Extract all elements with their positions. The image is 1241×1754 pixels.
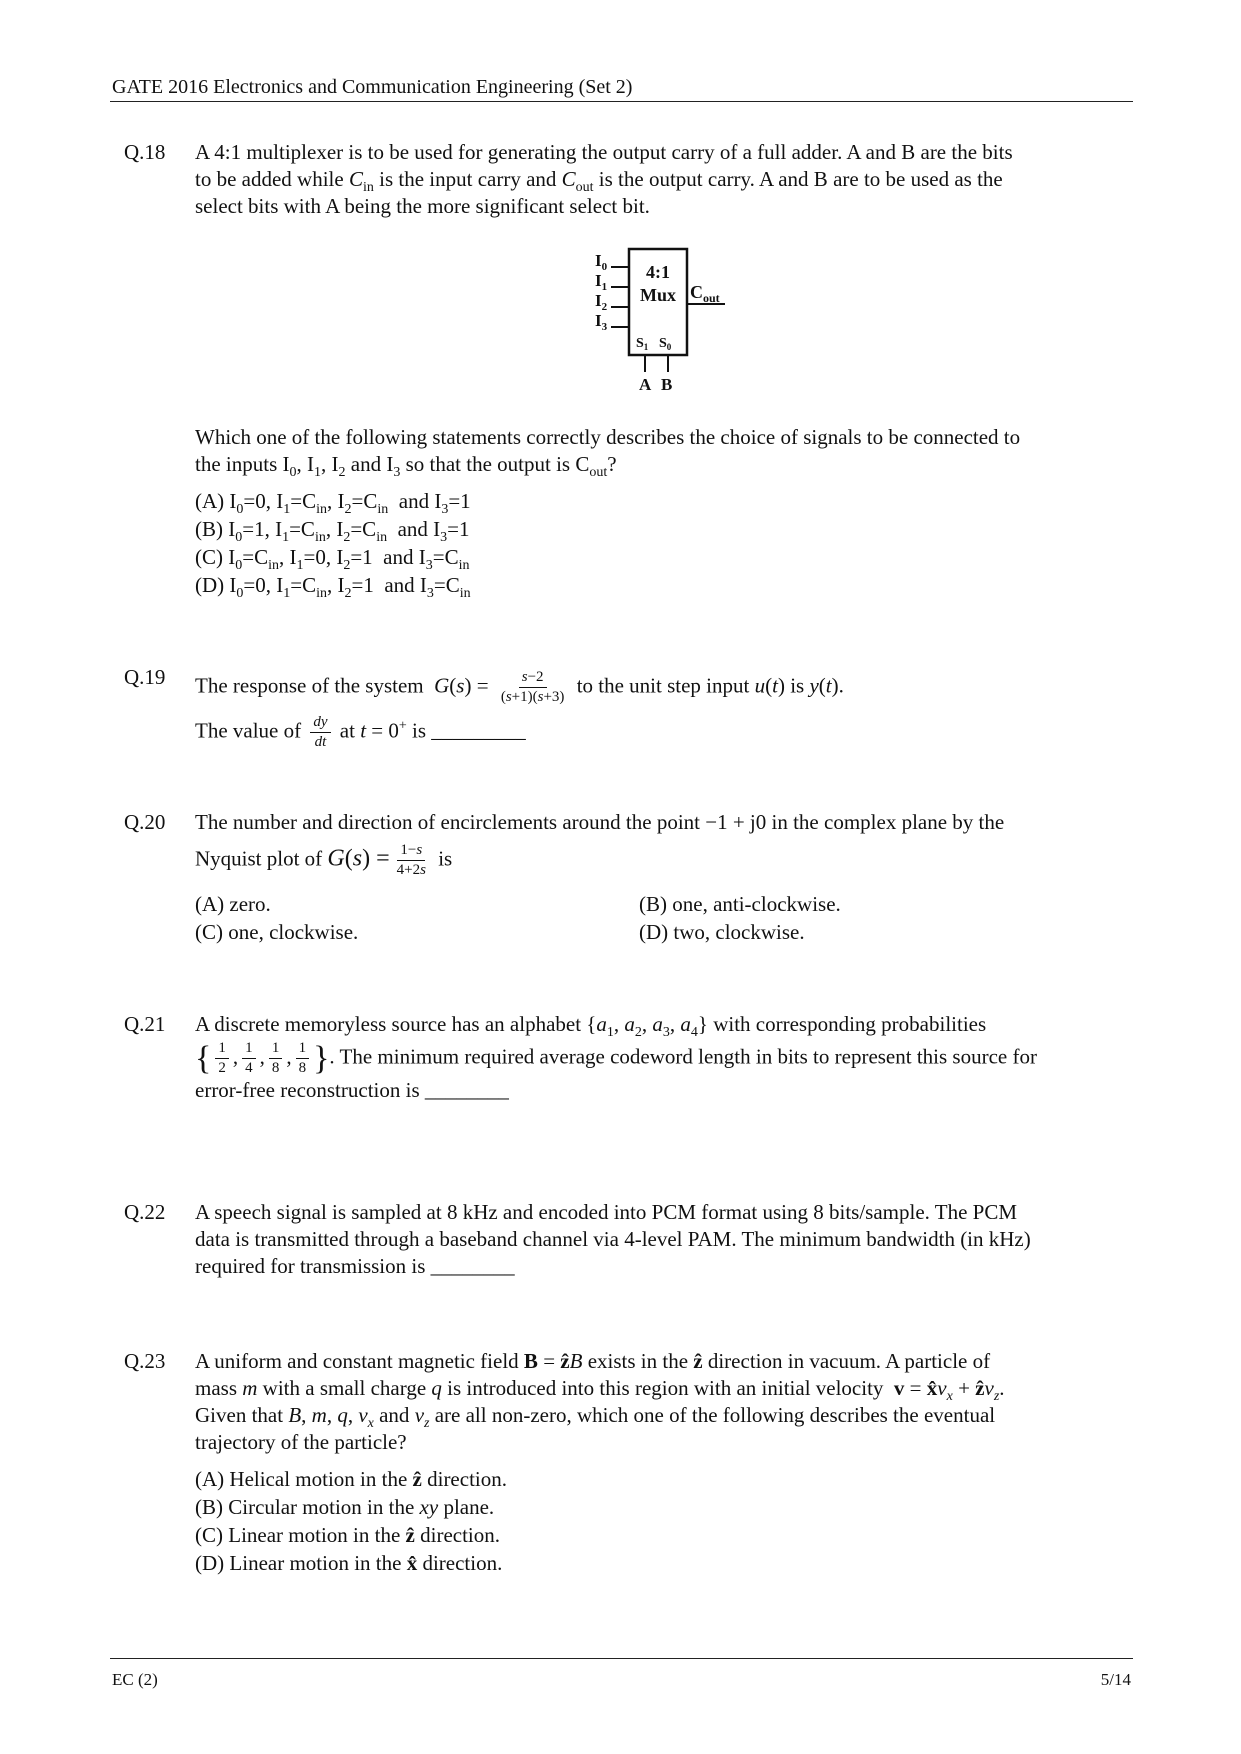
stem-line: A uniform and constant magnetic field B = ẑB exists in the ẑ direction in vacuum. A particle of [195,1349,991,1373]
stem-text: The value of [195,718,307,743]
stem-line: Nyquist plot of G(s) = $\frac{1-s}{4+2s}$ is [195,842,453,878]
mux-subtitle: Mux [640,285,676,305]
question-body [195,1199,1120,1280]
stem-line: A discrete memoryless source has an alphabet {$a_1$, $a_2$, $a_3$, $a_4$} with corresponding probabilities [195,1012,987,1041]
mux-select-input-b: B [661,375,673,394]
stem-text: at [334,718,361,743]
stem-text: The response of the system [195,673,429,698]
question-body [195,1011,1120,1104]
footer-left-label: EC (2) [112,1670,158,1689]
stem-line: The number and direction of encirclements around the point −1 + j0 in the complex plane by the [195,810,1005,834]
stem-line: The response of the system G(s) = $\frac{s-2}{(s+1)(s+3)}$ to the unit step input u(t) is y(t). [195,669,844,705]
option-b: (B) $I_0=1$, $I_1=C_{in}$, $I_2=C_{in}$ and $I_3=1$ [195,517,470,546]
stem-text: . The minimum required average codeword length in bits to represent this source for [329,1044,1037,1069]
stem-line: trajectory of the particle? [195,1430,407,1454]
options-list [195,488,1120,600]
mux-select-input-a: A [639,375,652,394]
stem-line: The value of $\frac{dy}{dt}$ at t = 0+ is _________ [195,714,526,750]
option-d: (D) two, clockwise. [639,920,805,944]
stem-line: mass m with a small charge q is introduced into this region with an initial velocity $v = x̂v_x$ + ẑv$_z$. [195,1376,1005,1405]
page-header-title: GATE 2016 Electronics and Communication Engineering (Set 2) [112,76,633,98]
question-body [195,424,1120,600]
option-a: (A) zero. [195,892,271,916]
option-d: (D) $I_0=0$, $I_1=C_{in}$, $I_2=1$ and $I_3=C_{in}$ [195,573,471,602]
options-grid [195,891,1120,946]
stem-line: A 4:1 multiplexer is to be used for generating the output carry of a full adder. A and B are the bits [195,140,1013,164]
stem-text: is _________ [406,718,526,743]
option-a: (A) $I_0=0$, $I_1=C_{in}$, $I_2=C_{in}$ and $I_3=1$ [195,489,471,518]
stem-text: is [432,846,453,871]
question-body [195,809,1120,946]
cout-subscript: out [575,180,594,196]
stem-text: is the output carry. A and B are to be used as the [593,167,1003,191]
mux-output-label: $C_{out}$ [690,282,720,305]
stem-text: is [784,673,810,698]
question-number: Q.19 [124,665,166,689]
option-d: (D) Linear motion in the x̂ direction. [195,1551,503,1575]
cin-subscript: in [362,180,374,196]
question-number: Q.22 [124,1200,166,1224]
option-b: (B) one, anti-clockwise. [639,892,841,916]
mux-select-label-s0: $S_0$ [659,336,672,352]
derivative-fraction: $\frac{dy}{dt}$ [310,714,330,751]
stem-line: { $\frac{1}{2}$ , $\frac{1}{4}$ , $\frac{1}{8}$ , $\frac{1}{8}$ }. The minimum required average codeword length in bits to represent this source for [195,1040,1037,1077]
stem-text: to the unit step input [571,673,755,698]
stem-text: Nyquist plot of [195,846,328,871]
stem-line: select bits with A being the more significant select bit. [195,194,650,218]
mux-title: 4:1 [646,262,670,282]
question-body [195,139,1120,220]
stem-line: required for transmission is ________ [195,1254,515,1278]
mux-input-label-i1: $I_1$ [595,271,608,293]
stem-line: A speech signal is sampled at 8 kHz and encoded into PCM format using 8 bits/sample. The PCM [195,1200,1018,1224]
mux-diagram [575,244,735,396]
prompt-line: Which one of the following statements correctly describes the choice of signals to be connected to [195,425,1021,449]
stem-text: to be added while [195,167,349,191]
question-number: Q.21 [124,1012,166,1036]
question-number: Q.20 [124,810,166,834]
transfer-function-fraction: $\frac{s-2}{(s+1)(s+3)}$ [500,669,565,705]
question-body [195,1348,1120,1578]
option-b: (B) Circular motion in the xy plane. [195,1495,495,1519]
option-c: (C) Linear motion in the ẑ direction. [195,1523,501,1547]
stem-line: Given that B, m, q, $v_x$ and $v_z$ are all non-zero, which one of the following describes the eventual [195,1403,996,1432]
mux-input-label-i0: $I_0$ [595,251,608,273]
stem-line: data is transmitted through a baseband channel via 4-level PAM. The minimum bandwidth (in kHz) [195,1227,1031,1251]
question-number: Q.18 [124,140,166,164]
prompt-text: the inputs I [195,452,290,476]
footer-rule [110,1658,1133,1659]
cout-symbol: C [561,167,576,191]
mux-input-label-i3: $I_3$ [595,311,608,333]
option-a: (A) Helical motion in the ẑ direction. [195,1467,507,1491]
cin-symbol: C [348,167,363,191]
stem-line: error-free reconstruction is ________ [195,1078,509,1102]
page-number: 5/14 [1100,1670,1131,1689]
options-list [195,1466,1120,1578]
prompt-line: the inputs $I_0$, $I_1$, $I_2$ and $I_3$ so that the output is $C_{out}$? [195,452,617,481]
transfer-function-fraction: $\frac{1-s}{4+2s}$ [396,842,426,878]
option-c: (C) $I_0=C_{in}$, $I_1=0$, $I_2=1$ and $I_3=C_{in}$ [195,545,470,574]
header-rule [110,101,1133,102]
mux-select-label-s1: $S_1$ [636,336,649,352]
mux-input-label-i2: $I_2$ [595,291,608,313]
stem-text: is the input carry and [373,167,562,191]
question-number: Q.23 [124,1349,166,1373]
question-body [195,669,1120,751]
stem-line [195,166,1120,196]
prompt-text: so that the output is C [400,452,590,476]
option-c: (C) one, clockwise. [195,920,359,944]
